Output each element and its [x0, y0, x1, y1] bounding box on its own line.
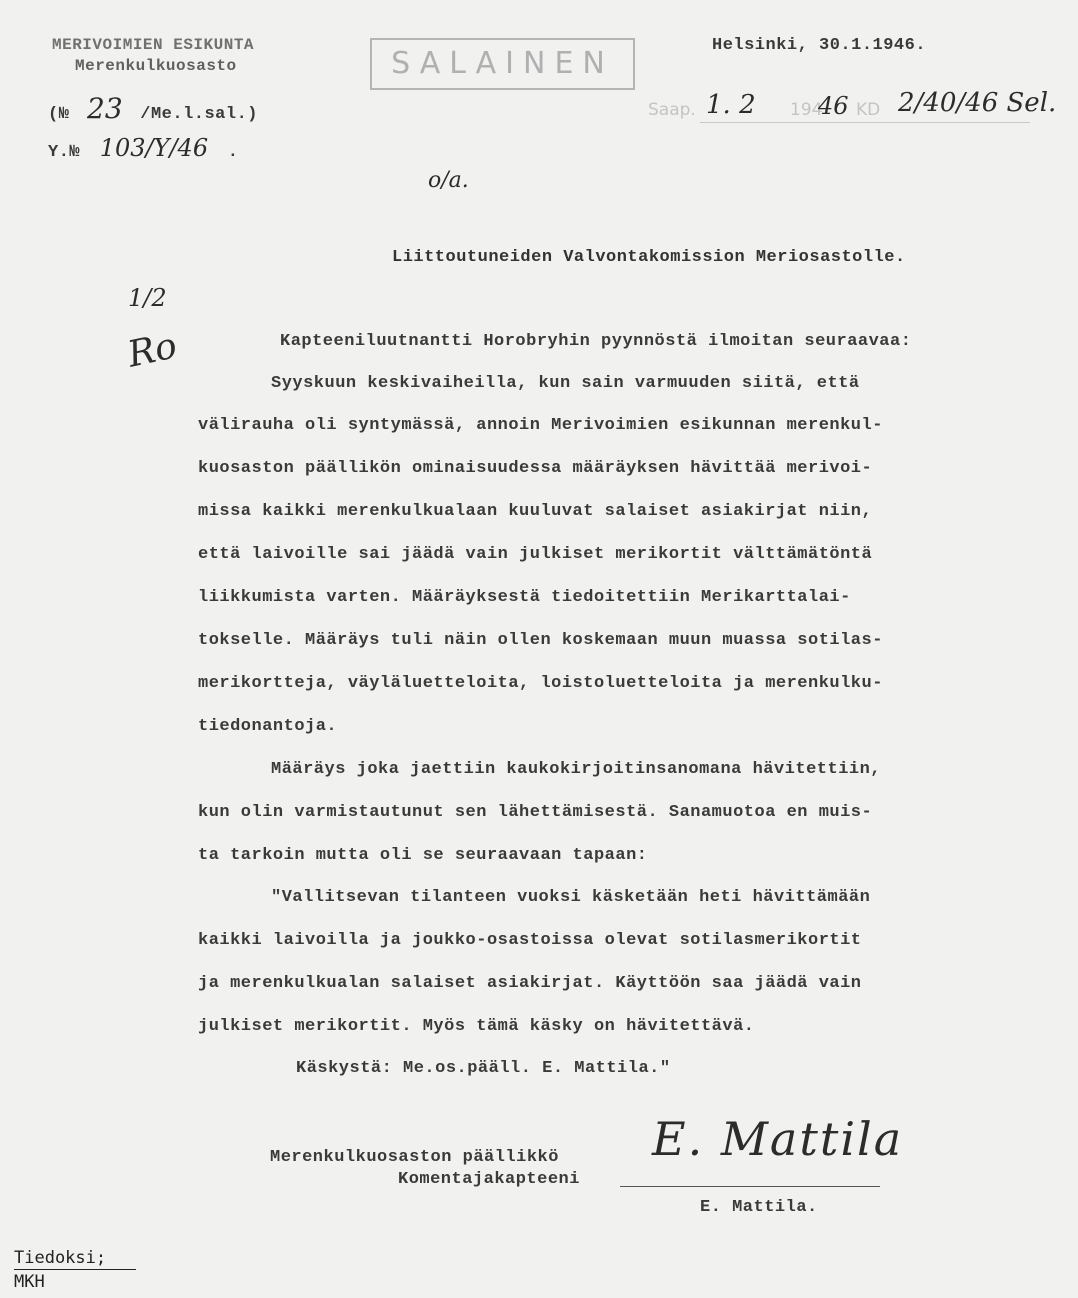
- body-line: julkiset merikortit. Myös tämä käsky on hävitettävä.: [198, 1017, 755, 1036]
- received-year-print: 194: [790, 100, 823, 120]
- body-line: tokselle. Määräys tuli näin ollen koskemaan muun muassa sotilas-: [198, 631, 883, 650]
- body-line: merikortteja, väyläluetteloita, loistoluetteloita ja merenkulku-: [198, 674, 883, 693]
- organization-name: MERIVOIMIEN ESIKUNTA: [52, 36, 255, 54]
- y-number: [48, 134, 238, 162]
- margin-note-left-initials: Ro: [124, 325, 181, 376]
- body-line: kaikki laivoilla ja joukko-osastoissa olevat sotilasmerikortit: [198, 931, 862, 950]
- body-line: että laivoille sai jäädä vain julkiset merikortit välttämätöntä: [198, 545, 873, 564]
- body-line: "Vallitsevan tilanteen vuoksi käsketään heti hävittämään: [271, 888, 871, 907]
- typed-signer-name: E. Mattila.: [700, 1198, 818, 1217]
- recipient-line: Liittoutuneiden Valvontakomission Meriosastolle.: [392, 248, 906, 267]
- body-line: Määräys joka jaettiin kaukokirjoitinsanomana hävitettiin,: [271, 760, 881, 779]
- body-line: ja merenkulkualan salaiset asiakirjat. Käyttöön saa jäädä vain: [198, 974, 862, 993]
- margin-note-left-fraction: 1/2: [128, 284, 167, 312]
- signer-rank: Komentajakapteeni: [398, 1170, 580, 1189]
- ref-prefix: (№: [48, 105, 70, 124]
- signer-title: Merenkulkuosaston päällikkö: [270, 1148, 559, 1167]
- ref-suffix: /Me.l.sal.): [140, 105, 258, 124]
- body-line: Syyskuun keskivaiheilla, kun sain varmuuden siitä, että: [271, 374, 860, 393]
- handwritten-signature: E. Mattila: [652, 1112, 904, 1166]
- body-line: välirauha oli syntymässä, annoin Merivoimien esikunnan merenkul-: [198, 416, 883, 435]
- received-kd: KD: [856, 100, 881, 120]
- received-date: 1. 2: [706, 90, 756, 120]
- footer-distribution-label: Tiedoksi;: [14, 1248, 107, 1268]
- margin-note-top: o/a.: [428, 168, 469, 193]
- reference-number: [48, 92, 258, 125]
- y-prefix: Y.№: [48, 143, 81, 162]
- received-label: Saap.: [648, 100, 696, 120]
- received-underline: [700, 122, 1030, 123]
- body-line: Käskystä: Me.os.pääll. E. Mattila.": [296, 1059, 671, 1078]
- footer-recipient: MKH: [14, 1272, 45, 1292]
- department-name: Merenkulkuosasto: [75, 57, 237, 75]
- received-year-hand: 46: [818, 92, 849, 120]
- signature-line: [620, 1186, 880, 1187]
- place-date: Helsinki, 30.1.1946.: [712, 36, 927, 55]
- ref-number-handwritten: 23: [87, 92, 123, 125]
- body-line: liikkumista varten. Määräyksestä tiedoitettiin Merikarttalai-: [198, 588, 851, 607]
- body-line: ta tarkoin mutta oli se seuraavaan tapaan:: [198, 846, 648, 865]
- y-number-handwritten: 103/Y/46: [99, 134, 209, 162]
- stamp-secret: SALAINEN: [370, 38, 635, 90]
- body-line: Kapteeniluutnantti Horobryhin pyynnöstä ilmoitan seuraavaa:: [280, 332, 912, 351]
- received-registry: 2/40/46 Sel.: [898, 88, 1057, 118]
- body-line: kun olin varmistautunut sen lähettämisestä. Sanamuotoa en muis-: [198, 803, 873, 822]
- body-line: kuosaston päällikön ominaisuudessa määräyksen hävittää merivoi-: [198, 459, 873, 478]
- y-suffix: .: [227, 143, 239, 162]
- body-line: missa kaikki merenkulkualaan kuuluvat salaiset asiakirjat niin,: [198, 502, 873, 521]
- footer-underline: [14, 1269, 136, 1270]
- body-line: tiedonantoja.: [198, 717, 338, 736]
